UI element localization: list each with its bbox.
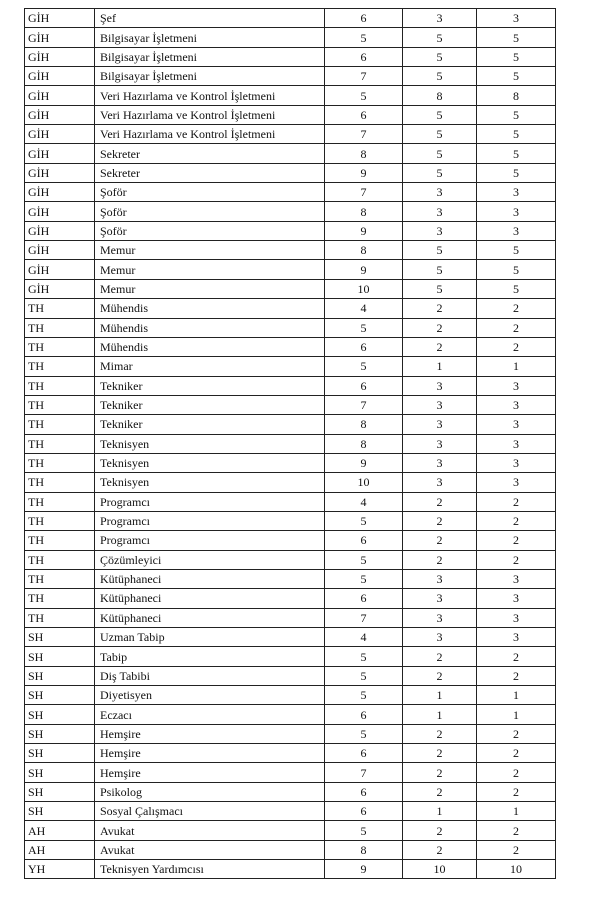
count-a-cell: 3 — [403, 395, 477, 414]
table-row — [25, 608, 556, 627]
position-title-cell: Bilgisayar İşletmeni — [95, 28, 325, 47]
degree-cell: 9 — [325, 860, 403, 879]
position-title-cell: Veri Hazırlama ve Kontrol İşletmeni — [95, 105, 325, 124]
count-b-cell: 2 — [477, 299, 556, 318]
count-b-cell: 2 — [477, 492, 556, 511]
degree-cell: 7 — [325, 183, 403, 202]
count-b-cell: 3 — [477, 473, 556, 492]
count-b-cell: 5 — [477, 125, 556, 144]
degree-cell: 4 — [325, 492, 403, 511]
position-title-cell: Şef — [95, 9, 325, 28]
degree-cell: 5 — [325, 666, 403, 685]
table-row — [25, 492, 556, 511]
degree-cell: 6 — [325, 589, 403, 608]
count-b-cell: 3 — [477, 202, 556, 221]
count-b-cell: 3 — [477, 608, 556, 627]
table-row — [25, 376, 556, 395]
service-class-cell: SH — [25, 763, 95, 782]
service-class-cell: SH — [25, 666, 95, 685]
service-class-cell: SH — [25, 744, 95, 763]
count-a-cell: 2 — [403, 511, 477, 530]
table-body — [25, 9, 556, 879]
count-b-cell: 2 — [477, 744, 556, 763]
count-a-cell: 1 — [403, 686, 477, 705]
table-row — [25, 628, 556, 647]
position-title-cell: Teknisyen — [95, 453, 325, 472]
service-class-cell: GİH — [25, 86, 95, 105]
table-row — [25, 86, 556, 105]
degree-cell: 5 — [325, 724, 403, 743]
position-title-cell: Şoför — [95, 202, 325, 221]
degree-cell: 9 — [325, 221, 403, 240]
service-class-cell: SH — [25, 686, 95, 705]
service-class-cell: GİH — [25, 67, 95, 86]
count-b-cell: 1 — [477, 357, 556, 376]
degree-cell: 4 — [325, 628, 403, 647]
degree-cell: 6 — [325, 376, 403, 395]
service-class-cell: TH — [25, 511, 95, 530]
count-a-cell: 1 — [403, 802, 477, 821]
table-row — [25, 299, 556, 318]
count-b-cell: 2 — [477, 550, 556, 569]
degree-cell: 5 — [325, 357, 403, 376]
position-title-cell: Memur — [95, 260, 325, 279]
count-a-cell: 5 — [403, 163, 477, 182]
service-class-cell: TH — [25, 550, 95, 569]
count-b-cell: 5 — [477, 241, 556, 260]
degree-cell: 5 — [325, 569, 403, 588]
count-b-cell: 2 — [477, 318, 556, 337]
count-a-cell: 2 — [403, 744, 477, 763]
table-row — [25, 318, 556, 337]
degree-cell: 7 — [325, 763, 403, 782]
position-title-cell: Şoför — [95, 183, 325, 202]
degree-cell: 7 — [325, 125, 403, 144]
count-a-cell: 3 — [403, 453, 477, 472]
position-title-cell: Kütüphaneci — [95, 608, 325, 627]
position-title-cell: Mühendis — [95, 299, 325, 318]
position-title-cell: Tekniker — [95, 395, 325, 414]
count-a-cell: 2 — [403, 724, 477, 743]
table-row — [25, 357, 556, 376]
table-row — [25, 279, 556, 298]
degree-cell: 6 — [325, 744, 403, 763]
table-row — [25, 453, 556, 472]
position-title-cell: Avukat — [95, 821, 325, 840]
table-row — [25, 744, 556, 763]
table-row — [25, 47, 556, 66]
degree-cell: 6 — [325, 802, 403, 821]
service-class-cell: GİH — [25, 105, 95, 124]
table-row — [25, 144, 556, 163]
table-row — [25, 763, 556, 782]
count-a-cell: 5 — [403, 28, 477, 47]
position-title-cell: Eczacı — [95, 705, 325, 724]
degree-cell: 6 — [325, 105, 403, 124]
table-row — [25, 511, 556, 530]
service-class-cell: TH — [25, 589, 95, 608]
degree-cell: 5 — [325, 511, 403, 530]
position-title-cell: Sekreter — [95, 163, 325, 182]
count-a-cell: 3 — [403, 376, 477, 395]
table-row — [25, 531, 556, 550]
count-b-cell: 1 — [477, 705, 556, 724]
position-title-cell: Tekniker — [95, 376, 325, 395]
position-title-cell: Tekniker — [95, 415, 325, 434]
degree-cell: 5 — [325, 821, 403, 840]
count-b-cell: 3 — [477, 415, 556, 434]
service-class-cell: GİH — [25, 260, 95, 279]
service-class-cell: GİH — [25, 241, 95, 260]
count-a-cell: 3 — [403, 608, 477, 627]
count-a-cell: 2 — [403, 337, 477, 356]
table-row — [25, 724, 556, 743]
count-b-cell: 5 — [477, 260, 556, 279]
degree-cell: 5 — [325, 550, 403, 569]
service-class-cell: TH — [25, 415, 95, 434]
count-a-cell: 2 — [403, 647, 477, 666]
position-title-cell: Hemşire — [95, 763, 325, 782]
service-class-cell: TH — [25, 492, 95, 511]
degree-cell: 10 — [325, 473, 403, 492]
table-row — [25, 821, 556, 840]
table-row — [25, 666, 556, 685]
degree-cell: 5 — [325, 647, 403, 666]
position-title-cell: Veri Hazırlama ve Kontrol İşletmeni — [95, 125, 325, 144]
service-class-cell: GİH — [25, 221, 95, 240]
count-a-cell: 1 — [403, 705, 477, 724]
count-b-cell: 3 — [477, 183, 556, 202]
service-class-cell: TH — [25, 376, 95, 395]
degree-cell: 9 — [325, 163, 403, 182]
table-row — [25, 473, 556, 492]
position-title-cell: Teknisyen Yardımcısı — [95, 860, 325, 879]
count-a-cell: 3 — [403, 202, 477, 221]
count-b-cell: 5 — [477, 67, 556, 86]
table-row — [25, 9, 556, 28]
position-title-cell: Diş Tabibi — [95, 666, 325, 685]
count-a-cell: 5 — [403, 105, 477, 124]
count-b-cell: 2 — [477, 666, 556, 685]
table-row — [25, 686, 556, 705]
count-b-cell: 5 — [477, 163, 556, 182]
position-title-cell: Veri Hazırlama ve Kontrol İşletmeni — [95, 86, 325, 105]
table-row — [25, 647, 556, 666]
service-class-cell: SH — [25, 724, 95, 743]
table-row — [25, 550, 556, 569]
degree-cell: 5 — [325, 28, 403, 47]
count-a-cell: 3 — [403, 473, 477, 492]
position-title-cell: Sekreter — [95, 144, 325, 163]
position-title-cell: Programcı — [95, 511, 325, 530]
position-title-cell: Memur — [95, 241, 325, 260]
count-b-cell: 5 — [477, 105, 556, 124]
count-b-cell: 5 — [477, 28, 556, 47]
degree-cell: 5 — [325, 86, 403, 105]
count-a-cell: 2 — [403, 763, 477, 782]
service-class-cell: SH — [25, 705, 95, 724]
count-b-cell: 3 — [477, 376, 556, 395]
count-a-cell: 8 — [403, 86, 477, 105]
count-a-cell: 2 — [403, 840, 477, 859]
degree-cell: 5 — [325, 686, 403, 705]
position-title-cell: Hemşire — [95, 744, 325, 763]
position-title-cell: Bilgisayar İşletmeni — [95, 47, 325, 66]
staff-positions-table — [24, 8, 556, 879]
count-a-cell: 5 — [403, 260, 477, 279]
count-a-cell: 2 — [403, 782, 477, 801]
count-a-cell: 5 — [403, 144, 477, 163]
service-class-cell: GİH — [25, 28, 95, 47]
degree-cell: 8 — [325, 144, 403, 163]
service-class-cell: TH — [25, 473, 95, 492]
count-b-cell: 3 — [477, 453, 556, 472]
count-b-cell: 8 — [477, 86, 556, 105]
count-a-cell: 3 — [403, 628, 477, 647]
position-title-cell: Hemşire — [95, 724, 325, 743]
service-class-cell: AH — [25, 821, 95, 840]
count-a-cell: 5 — [403, 125, 477, 144]
service-class-cell: TH — [25, 434, 95, 453]
table-row — [25, 183, 556, 202]
staff-table-sheet — [24, 8, 555, 879]
degree-cell: 6 — [325, 705, 403, 724]
service-class-cell: GİH — [25, 163, 95, 182]
table-row — [25, 105, 556, 124]
count-b-cell: 2 — [477, 337, 556, 356]
position-title-cell: Programcı — [95, 492, 325, 511]
count-a-cell: 2 — [403, 299, 477, 318]
table-row — [25, 705, 556, 724]
count-a-cell: 2 — [403, 492, 477, 511]
count-b-cell: 5 — [477, 279, 556, 298]
service-class-cell: TH — [25, 531, 95, 550]
count-b-cell: 1 — [477, 802, 556, 821]
degree-cell: 6 — [325, 782, 403, 801]
count-a-cell: 2 — [403, 821, 477, 840]
service-class-cell: GİH — [25, 144, 95, 163]
degree-cell: 7 — [325, 608, 403, 627]
count-a-cell: 5 — [403, 241, 477, 260]
count-a-cell: 3 — [403, 183, 477, 202]
count-b-cell: 3 — [477, 9, 556, 28]
table-row — [25, 202, 556, 221]
service-class-cell: SH — [25, 782, 95, 801]
count-b-cell: 3 — [477, 434, 556, 453]
table-row — [25, 337, 556, 356]
table-row — [25, 802, 556, 821]
count-b-cell: 3 — [477, 395, 556, 414]
position-title-cell: Çözümleyici — [95, 550, 325, 569]
table-row — [25, 840, 556, 859]
service-class-cell: GİH — [25, 47, 95, 66]
position-title-cell: Mühendis — [95, 337, 325, 356]
service-class-cell: TH — [25, 608, 95, 627]
service-class-cell: TH — [25, 299, 95, 318]
table-row — [25, 782, 556, 801]
position-title-cell: Şoför — [95, 221, 325, 240]
position-title-cell: Kütüphaneci — [95, 589, 325, 608]
degree-cell: 6 — [325, 531, 403, 550]
count-b-cell: 10 — [477, 860, 556, 879]
position-title-cell: Mimar — [95, 357, 325, 376]
service-class-cell: SH — [25, 802, 95, 821]
count-a-cell: 2 — [403, 531, 477, 550]
position-title-cell: Diyetisyen — [95, 686, 325, 705]
degree-cell: 6 — [325, 47, 403, 66]
degree-cell: 9 — [325, 260, 403, 279]
table-row — [25, 395, 556, 414]
position-title-cell: Bilgisayar İşletmeni — [95, 67, 325, 86]
degree-cell: 5 — [325, 318, 403, 337]
degree-cell: 10 — [325, 279, 403, 298]
service-class-cell: SH — [25, 628, 95, 647]
degree-cell: 8 — [325, 434, 403, 453]
degree-cell: 8 — [325, 202, 403, 221]
degree-cell: 6 — [325, 337, 403, 356]
count-b-cell: 2 — [477, 782, 556, 801]
table-row — [25, 125, 556, 144]
service-class-cell: TH — [25, 357, 95, 376]
count-a-cell: 3 — [403, 589, 477, 608]
position-title-cell: Kütüphaneci — [95, 569, 325, 588]
position-title-cell: Tabip — [95, 647, 325, 666]
count-a-cell: 10 — [403, 860, 477, 879]
position-title-cell: Teknisyen — [95, 473, 325, 492]
table-row — [25, 415, 556, 434]
service-class-cell: YH — [25, 860, 95, 879]
count-b-cell: 2 — [477, 821, 556, 840]
count-b-cell: 1 — [477, 686, 556, 705]
service-class-cell: SH — [25, 647, 95, 666]
service-class-cell: TH — [25, 569, 95, 588]
table-row — [25, 569, 556, 588]
count-a-cell: 3 — [403, 221, 477, 240]
service-class-cell: GİH — [25, 183, 95, 202]
count-b-cell: 5 — [477, 47, 556, 66]
table-row — [25, 860, 556, 879]
count-b-cell: 2 — [477, 531, 556, 550]
count-a-cell: 3 — [403, 434, 477, 453]
count-b-cell: 2 — [477, 724, 556, 743]
service-class-cell: GİH — [25, 279, 95, 298]
position-title-cell: Memur — [95, 279, 325, 298]
position-title-cell: Programcı — [95, 531, 325, 550]
degree-cell: 6 — [325, 9, 403, 28]
count-b-cell: 5 — [477, 144, 556, 163]
table-row — [25, 589, 556, 608]
table-row — [25, 434, 556, 453]
position-title-cell: Sosyal Çalışmacı — [95, 802, 325, 821]
count-b-cell: 2 — [477, 840, 556, 859]
degree-cell: 7 — [325, 67, 403, 86]
table-row — [25, 67, 556, 86]
degree-cell: 8 — [325, 415, 403, 434]
degree-cell: 9 — [325, 453, 403, 472]
service-class-cell: TH — [25, 395, 95, 414]
count-a-cell: 5 — [403, 279, 477, 298]
degree-cell: 7 — [325, 395, 403, 414]
table-row — [25, 28, 556, 47]
table-row — [25, 221, 556, 240]
count-b-cell: 2 — [477, 763, 556, 782]
service-class-cell: TH — [25, 318, 95, 337]
degree-cell: 8 — [325, 241, 403, 260]
count-a-cell: 3 — [403, 415, 477, 434]
table-row — [25, 163, 556, 182]
degree-cell: 4 — [325, 299, 403, 318]
count-b-cell: 3 — [477, 628, 556, 647]
count-a-cell: 3 — [403, 9, 477, 28]
count-a-cell: 2 — [403, 550, 477, 569]
position-title-cell: Teknisyen — [95, 434, 325, 453]
count-b-cell: 2 — [477, 511, 556, 530]
service-class-cell: AH — [25, 840, 95, 859]
service-class-cell: GİH — [25, 202, 95, 221]
service-class-cell: GİH — [25, 125, 95, 144]
count-b-cell: 2 — [477, 647, 556, 666]
count-a-cell: 2 — [403, 318, 477, 337]
position-title-cell: Uzman Tabip — [95, 628, 325, 647]
count-b-cell: 3 — [477, 589, 556, 608]
degree-cell: 8 — [325, 840, 403, 859]
table-row — [25, 241, 556, 260]
count-b-cell: 3 — [477, 221, 556, 240]
count-a-cell: 2 — [403, 666, 477, 685]
count-a-cell: 3 — [403, 569, 477, 588]
position-title-cell: Avukat — [95, 840, 325, 859]
count-a-cell: 1 — [403, 357, 477, 376]
position-title-cell: Mühendis — [95, 318, 325, 337]
service-class-cell: TH — [25, 453, 95, 472]
count-a-cell: 5 — [403, 67, 477, 86]
service-class-cell: GİH — [25, 9, 95, 28]
position-title-cell: Psikolog — [95, 782, 325, 801]
count-a-cell: 5 — [403, 47, 477, 66]
count-b-cell: 3 — [477, 569, 556, 588]
service-class-cell: TH — [25, 337, 95, 356]
table-row — [25, 260, 556, 279]
